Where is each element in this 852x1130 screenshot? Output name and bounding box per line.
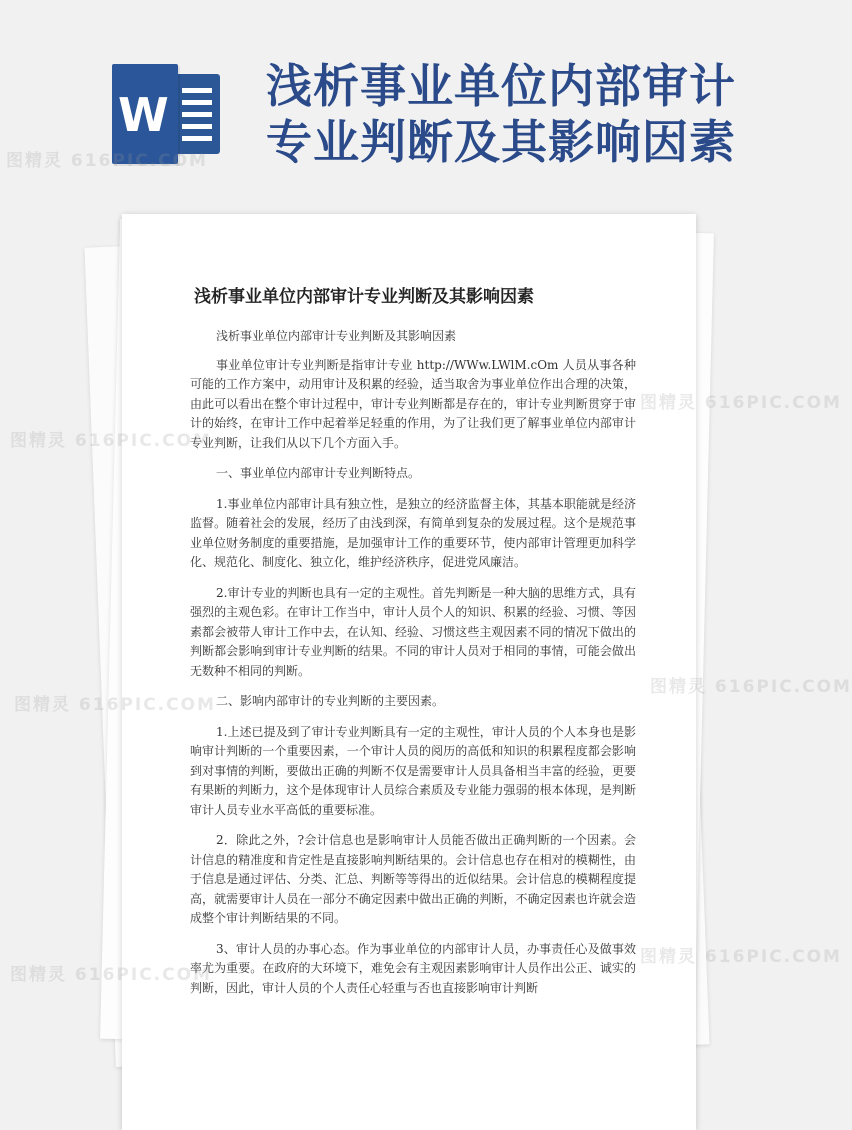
header-title	[266, 58, 786, 170]
paragraph: 浅析事业单位内部审计专业判断及其影响因素	[216, 329, 457, 343]
document-title: 浅析事业单位内部审计专业判断及其影响因素	[194, 287, 534, 307]
paragraph: 1.上述已提及到了审计专业判断具有一定的主观性，审计人员的个人本身也是影响审计判断的一个重要因素，一个审计人员的阅历的高低和知识的积累程度都会影响到对事情的判断，要做出正确的判断不仅是需要审计人员具备相当丰富的经验，更要有果断的判断力，这个是体现审计人员综合素质及专业能力强弱的根本体现，是判断审计人员专业水平高低的重要标准。	[190, 724, 636, 817]
section-heading: 一、事业单位内部审计专业判断特点。	[216, 466, 421, 480]
watermark: 图精灵 616PIC.COM	[6, 151, 208, 171]
watermark: 图精灵 616PIC.COM	[640, 393, 842, 413]
section-heading: 二、影响内部审计的专业判断的主要因素。	[216, 694, 445, 708]
document-page	[122, 214, 696, 1130]
paragraph: 2．除此之外，?会计信息也是影响审计人员能否做出正确判断的一个因素。会计信息的精准度和肯定性是直接影响判断结果的。会计信息也存在相对的模糊性，由于信息是通过评估、分类、汇总、判断等等得出的近似结果。会计信息的模糊程度提高，就需要审计人员在一部分不确定因素中做出正确的判断，不确定因素也许就会造成整个审计判断结果的不同。	[190, 833, 636, 925]
watermark: 图精灵 616PIC.COM	[14, 695, 216, 715]
word-icon	[112, 64, 222, 164]
word-icon-letter: W	[118, 88, 169, 142]
paragraph: 事业单位审计专业判断是指审计专业 http://WWw.LWlM.cOm 人员从事各种可能的工作方案中，动用审计及积累的经验，适当取舍为事业单位作出合理的决策，由此可以看出在整个审计过程中，审计专业判断都是存在的，审计专业判断贯穿于审计的始终，在审计工作中起着举足轻重的作用，为了让我们更了解事业单位内部审计专业判断，让我们从以下几个方面入手。	[190, 357, 636, 450]
header-title-line-1: 浅析事业单位内部审计	[266, 59, 736, 113]
header-title-line-2: 专业判断及其影响因素	[266, 115, 736, 169]
header	[0, 0, 800, 210]
watermark: 图精灵 616PIC.COM	[650, 677, 852, 697]
paragraph: 3、审计人员的办事心态。作为事业单位的内部审计人员，办事责任心及做事效率尤为重要。在政府的大环境下，难免会有主观因素影响审计人员作出公正、诚实的判断，因此，审计人员的个人责任心轻重与否也直接影响审计判断	[190, 941, 636, 995]
word-icon-square	[112, 64, 178, 164]
watermark: 图精灵 616PIC.COM	[10, 965, 212, 985]
paragraph: 2.审计专业的判断也具有一定的主观性。首先判断是一种大脑的思维方式，具有强烈的主观色彩。在审计工作当中，审计人员个人的知识、积累的经验、习惯、等因素都会被带人审计工作中去，在认知、经验、习惯这些主观因素不同的情况下做出的判断都会影响到审计专业判断的结果。不同的审计人员对于相同的事情，可能会做出无数种不相同的判断。	[190, 585, 636, 678]
watermark: 图精灵 616PIC.COM	[640, 947, 842, 967]
paragraph: 1.事业单位内部审计具有独立性，是独立的经济监督主体，其基本职能就是经济监督。随着社会的发展，经历了由浅到深，有简单到复杂的发展过程。这个是规范事业单位财务制度的重要措施，是加强审计工作的重要环节，使内部审计管理更加科学化、规范化、制度化、独立化，维护经济秩序，促进党风廉洁。	[190, 496, 636, 569]
document-body	[190, 327, 636, 1009]
watermark: 图精灵 616PIC.COM	[10, 431, 212, 451]
